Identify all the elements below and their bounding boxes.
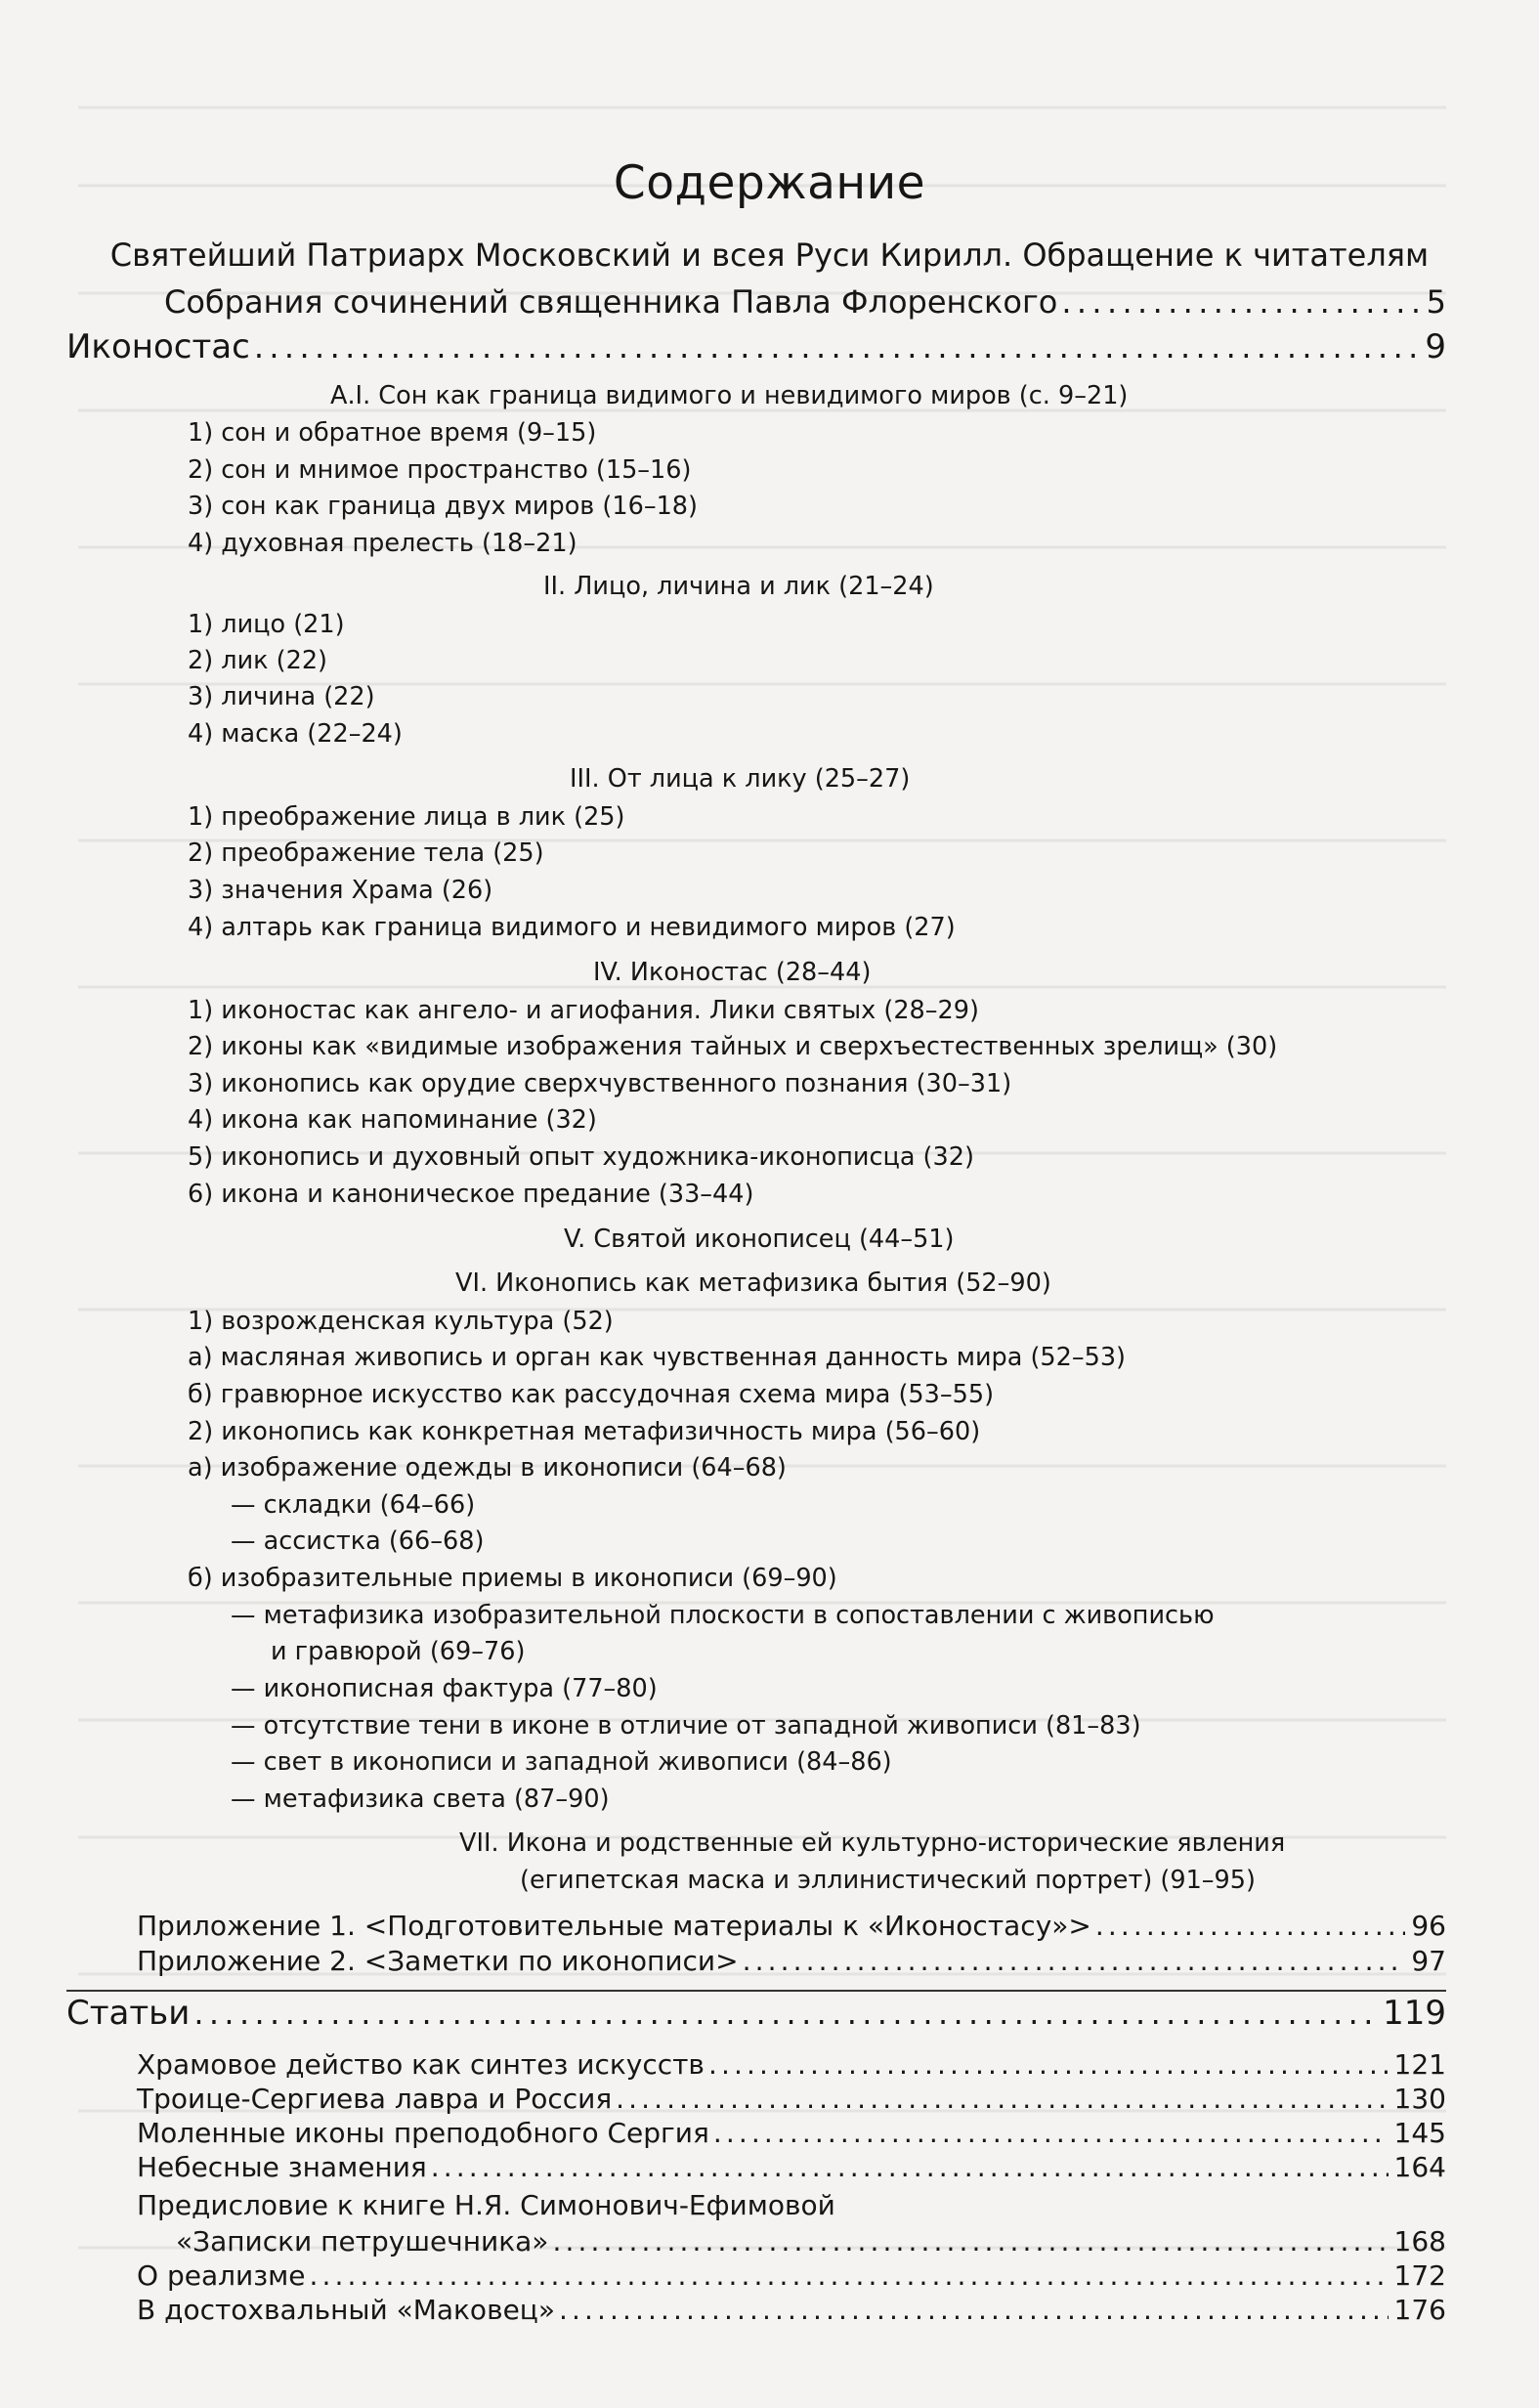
subitem: 2) иконопись как конкретная метафизичность мира (56–60) (188, 1417, 981, 1446)
subitem: 2) иконы как «видимые изображения тайных и сверхъестественных зрелищ» (30) (188, 1032, 1278, 1061)
article-entry[interactable] (137, 2083, 1446, 2115)
dot-leader (552, 2225, 1388, 2258)
dot-leader (1061, 283, 1420, 321)
preface-line-1: Предисловие к книге Н.Я. Симонович-Ефимовой (137, 2189, 835, 2221)
articles-entry[interactable] (66, 1994, 1446, 2033)
article-page: 121 (1393, 2048, 1446, 2081)
subitem: б) гравюрное искусство как рассудочная схема мира (53–55) (188, 1380, 995, 1409)
section-heading-a7: VII. Икона и родственные ей культурно-исторические явления (459, 1828, 1286, 1858)
intro-page: 5 (1426, 283, 1446, 321)
preface-label: «Записки петрушечника» (176, 2225, 549, 2258)
dot-leader (713, 2117, 1389, 2149)
section-heading-a3: III. От лица к лику (25–27) (570, 764, 911, 794)
subitem: — отсутствие тени в иконе в отличие от западной живописи (81–83) (231, 1711, 1141, 1741)
subitem: — иконописная фактура (77–80) (231, 1674, 658, 1703)
dot-leader (431, 2151, 1389, 2183)
appendix-label: Приложение 1. <Подготовительные материалы к «Иконостасу»> (137, 1910, 1091, 1942)
subitem: и гравюрой (69–76) (271, 1637, 526, 1666)
section-heading-a6: VI. Иконопись как метафизика бытия (52–90) (455, 1268, 1051, 1298)
section-heading-a2: II. Лицо, личина и лик (21–24) (543, 572, 934, 601)
article-entry[interactable] (137, 2048, 1446, 2081)
article-entry[interactable] (137, 2117, 1446, 2149)
article-label: О реализме (137, 2259, 306, 2292)
intro-entry[interactable] (164, 283, 1446, 321)
appendix-entry[interactable] (137, 1945, 1446, 1977)
dot-leader (616, 2083, 1388, 2115)
subitem: 3) сон как граница двух миров (16–18) (188, 492, 698, 521)
subitem: 3) иконопись как орудие сверхчувственного познания (30–31) (188, 1069, 1012, 1098)
subitem: — свет в иконописи и западной живописи (84–86) (231, 1747, 892, 1777)
subitem: — метафизика света (87–90) (231, 1784, 610, 1814)
subitem: 2) лик (22) (188, 646, 328, 675)
intro-line-1 (0, 236, 1539, 274)
subitem: 4) икона как напоминание (32) (188, 1105, 597, 1135)
article-label: Небесные знамения (137, 2151, 427, 2183)
subitem: 4) духовная прелесть (18–21) (188, 529, 577, 558)
articles-page: 119 (1383, 1994, 1446, 2033)
preface-entry[interactable] (176, 2225, 1446, 2258)
dot-leader (193, 1995, 1377, 2032)
article-page: 145 (1393, 2117, 1446, 2149)
subitem: — складки (64–66) (231, 1490, 476, 1520)
subitem: 4) алтарь как граница видимого и невидимого миров (27) (188, 913, 956, 942)
articles-label: Статьи (66, 1994, 191, 2033)
divider-rule (66, 1990, 1446, 1992)
subitem: 2) сон и мнимое пространство (15–16) (188, 455, 692, 485)
section-heading-a1: А.I. Сон как граница видимого и невидимого миров (с. 9–21) (330, 381, 1129, 410)
subitem: 5) иконопись и духовный опыт художника-иконописца (32) (188, 1142, 974, 1172)
subitem: 1) иконостас как ангело- и агиофания. Лики святых (28–29) (188, 996, 979, 1025)
dot-leader (708, 2048, 1389, 2081)
subitem: 2) преображение тела (25) (188, 838, 544, 868)
article-entry[interactable] (137, 2151, 1446, 2183)
subitem: а) изображение одежды в иконописи (64–68) (188, 1453, 787, 1483)
subitem: 1) возрожденская культура (52) (188, 1307, 614, 1336)
appendix-page: 97 (1411, 1945, 1446, 1977)
appendix-label: Приложение 2. <Заметки по иконописи> (137, 1945, 739, 1977)
iconostasis-entry[interactable] (66, 327, 1446, 366)
dot-leader (559, 2294, 1389, 2326)
section-heading-a5: V. Святой иконописец (44–51) (564, 1225, 955, 1254)
subitem: а) масляная живопись и орган как чувственная данность мира (52–53) (188, 1343, 1126, 1372)
subitem: 6) икона и каноническое предание (33–44) (188, 1180, 754, 1209)
article-label: В достохвальный «Маковец» (137, 2294, 555, 2326)
section-heading-a4: IV. Иконостас (28–44) (593, 958, 872, 987)
dot-leader (1095, 1910, 1406, 1942)
article-label: Троице-Сергиева лавра и Россия (137, 2083, 613, 2115)
dot-leader (743, 1945, 1406, 1977)
article-entry[interactable] (137, 2259, 1446, 2292)
iconostasis-label: Иконостас (66, 327, 250, 366)
intro-text-2: Собрания сочинений священника Павла Флоренского (164, 283, 1058, 321)
article-page: 130 (1393, 2083, 1446, 2115)
article-page: 176 (1393, 2294, 1446, 2326)
preface-page: 168 (1393, 2225, 1446, 2258)
subitem: 1) сон и обратное время (9–15) (188, 418, 597, 448)
dot-leader (254, 328, 1420, 366)
subitem: 1) лицо (21) (188, 610, 345, 639)
appendix-page: 96 (1411, 1910, 1446, 1942)
article-label: Храмовое действо как синтез искусств (137, 2048, 705, 2081)
appendix-entry[interactable] (137, 1910, 1446, 1942)
subitem: б) изобразительные приемы в иконописи (69–90) (188, 1564, 837, 1593)
subitem: — метафизика изобразительной плоскости в сопоставлении с живописью (231, 1601, 1215, 1630)
page-title: Содержание (613, 156, 926, 210)
iconostasis-page: 9 (1425, 327, 1446, 366)
subitem: 3) личина (22) (188, 682, 375, 711)
article-label: Моленные иконы преподобного Сергия (137, 2117, 709, 2149)
dot-leader (309, 2259, 1388, 2292)
article-page: 172 (1393, 2259, 1446, 2292)
intro-text-1: Святейший Патриарх Московский и всея Руси Кирилл. Обращение к читателям (109, 236, 1430, 274)
article-page: 164 (1393, 2151, 1446, 2183)
subitem: 4) маска (22–24) (188, 719, 403, 749)
subitem: 3) значения Храма (26) (188, 876, 493, 905)
section-heading-a7-cont: (египетская маска и эллинистический портрет) (91–95) (520, 1866, 1256, 1895)
subitem: 1) преображение лица в лик (25) (188, 802, 625, 832)
article-entry[interactable] (137, 2294, 1446, 2326)
subitem: — ассистка (66–68) (231, 1526, 485, 1556)
